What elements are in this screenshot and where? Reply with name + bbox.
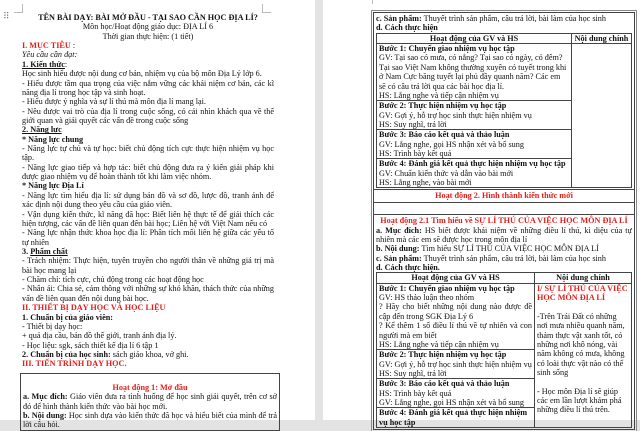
activity-2-1-title: Hoạt động 2.1 Tìm hiểu về SỰ LÍ THÚ CỦA VIỆC HỌC MÔN ĐỊA LÍ <box>380 216 628 226</box>
knowledge-item: Học sinh hiểu được nội dung cơ bản, nhiệm vụ của bộ môn Địa Lý lớp 6. <box>22 69 262 79</box>
margin-corner-mark <box>14 4 23 13</box>
step-title: Bước 1: Chuyển giao nhiệm vụ học tập <box>379 44 515 54</box>
activity-2-1-section <box>374 214 634 429</box>
teacher-prep-item: - Học liệu: sgk, sách thiết kế địa lí 6 tập 1 <box>22 340 159 350</box>
step-line: HS: Suy nghĩ, trả lời <box>379 119 447 129</box>
content-label: b. Nội dung: <box>23 411 67 421</box>
quality-number: 3. <box>22 246 31 256</box>
step-title: Bước 4: Đánh giá kết quả thực hiện nhiệm vụ học tập <box>379 159 566 169</box>
step-line: ? Kể thêm 1 số điều lí thú về tự nhiên và con người mà em biết <box>379 321 532 340</box>
step-line: HS: Trình bày kết quả <box>379 388 452 398</box>
step-title: Bước 2: Thực hiện nhiệm vụ học tập <box>379 101 507 111</box>
quality-item: - Chăm chỉ: tích cực, chủ động trong các hoạt động học <box>22 275 204 285</box>
section-2-heading: II. THIẾT BỊ DẠY HỌC VÀ HỌC LIỆU <box>22 303 166 313</box>
general-competence-item: - Năng lực tự chủ và tự học: biết chủ động tích cực thực hiện nhiệm vụ học tập. <box>22 144 274 163</box>
step-line: GV: Gợi ý, hỗ trợ học sinh thực hiện nhiệm vụ <box>379 110 532 120</box>
content-heading: I/ SỰ LÍ THÚ CỦA VIỆC HỌC MÔN ĐỊA LÍ <box>537 283 628 303</box>
column-header: Hoạt động của GV và HS <box>377 33 572 43</box>
product-text: Thuyết trình sản phẩm, câu trả lời, bài làm của học sinh <box>421 253 606 263</box>
lesson-title: TÊN BÀI DẠY: BÀI MỞ ĐẦU - TẠI SAO CẦN HỌC ĐỊA LÍ? <box>38 13 258 22</box>
content-text: Học sinh dựa vào kiến thức đã học và hiểu biết của mình để trả lời câu hỏi. <box>23 411 277 430</box>
step-line: GV: HS thảo luận theo nhóm <box>379 293 475 303</box>
step-line: GV: Chuẩn kiến thức và dẫn vào bài mới <box>379 168 514 178</box>
step-line: HS: Lắng nghe và tiếp cận nhiệm vụ <box>379 339 499 349</box>
table-row <box>377 44 632 101</box>
colon: : <box>64 59 68 69</box>
geo-competence-item: - Vận dụng kiến thức, kĩ năng đã học: Biết liên hệ thực tế để giải thích các hiện tượng, các vấn đề liên quan đến bài học; Liên hệ với Việt Nam nếu có <box>22 209 274 228</box>
product-label: c. Sản phẩm: <box>376 14 422 23</box>
content-label: b. Nội dung: <box>376 244 420 254</box>
quality-heading: Phẩm chất <box>30 246 68 256</box>
general-competence-item: - Năng lực giao tiếp và hợp tác: biết chủ động đưa ra ý kiến giải pháp khi được giao nhiệm vụ để hoàn thành tốt khi làm việc nhóm. <box>22 162 274 182</box>
step-title: Bước 3: Báo cáo kết quả và thảo luận <box>379 379 510 389</box>
section-3-heading: III. TIẾN TRÌNH DẠY HỌC. <box>22 359 127 369</box>
teacher-prep-heading: 1. Chuẩn bị của giáo viên: <box>22 312 113 322</box>
activity-2-1-steps-table <box>376 272 632 428</box>
activity-1-continued <box>374 13 634 189</box>
activity-1-title: Hoạt động 1: Mở đầu <box>112 383 188 393</box>
activity-table-frame <box>373 12 635 430</box>
purpose-label: a. Mục đích: <box>23 392 68 402</box>
geo-competence-item: - Năng lực nhận thức khoa học địa lí: Phân tích mối liên hệ giữa các yếu tố tự nhiên <box>22 228 274 247</box>
content-paragraph: - Học môn Địa lí sẽ giúp các em lần lượt khám phá những điều lí thú trên. <box>537 386 622 415</box>
main-content-cell <box>535 283 632 427</box>
teacher-prep-item: + quả địa cầu, bản đồ thế giới, tranh ảnh địa lý. <box>22 331 177 341</box>
duration-line: Thời gian thực hiện: (1 tiết) <box>102 31 194 41</box>
step-line: HS: Trình bày kết quả <box>379 149 452 159</box>
knowledge-item: - Hiểu được ý nghĩa và sự lí thú mà môn địa lí mang lại. <box>22 97 206 107</box>
column-header: Hoạt động của GV và HS <box>377 273 535 283</box>
step-line: GV: Tại sao có mưa, có nắng? Tại sao có ngày, có đêm? Tại sao Việt Nam không thường xuyên có tuyết trong khi ở Nam Cực băng tuyết lại phủ đầy quanh năm? Các em sẽ có câu trả lời qua các bài học địa lí. <box>379 53 567 91</box>
method-label: d. Cách thực hiện <box>376 23 438 33</box>
competence-heading: 2. Năng lực <box>22 125 62 135</box>
requirement-label: Yêu cầu cần đạt: <box>22 50 78 60</box>
teacher-prep-item: - Thiết bị dạy học: <box>22 321 83 331</box>
column-header: Nội dung chính <box>535 273 632 283</box>
step-line: HS: Lắng nghe, vào bài mới <box>379 178 472 188</box>
column-header: Nội dung chính <box>572 33 632 43</box>
step-title: Bước 2: Thực hiện nhiệm vụ học tập <box>379 350 507 360</box>
purpose-text: HS biết được khái niệm về những điều lí thú, kì diệu của tự nhiên mà các em sẽ được học trong môn địa lí <box>376 225 632 244</box>
geo-competence-heading: * Năng lực Địa Lí <box>22 181 84 191</box>
product-text: Thuyết trình sản phẩm, câu trả lời, bài làm của học sinh <box>421 14 606 23</box>
product-label: c. Sản phẩm: <box>376 253 422 263</box>
purpose-label: a. Mục đích: <box>376 225 422 235</box>
step-line: HS: Suy nghĩ, trả lời <box>379 368 447 378</box>
step-line: ? Hãy cho biết những nội dung nào được đề cập đến trong SGK Địa Lý 6 <box>379 302 532 321</box>
content-paragraph: -Trên Trái Đất có những nơi mưa nhiều quanh năm, thảm thực vật xanh tốt, có những nơi khô nóng, vài năm không có mưa, không có loài thực vật nào có thể sinh sống <box>537 311 625 377</box>
blank-row <box>374 202 634 214</box>
margin-corner-mark <box>262 4 271 13</box>
step-line: GV: Lắng nghe, gọi HS nhận xét và bổ sung <box>379 139 524 149</box>
main-content-cell <box>572 44 632 188</box>
margin-corner-mark <box>364 0 373 4</box>
knowledge-item: - Hiểu được tầm qua trọng của việc nắm vững các khái niệm cơ bản, các kĩ năng địa lí trong học tập và sinh hoạt. <box>22 78 274 97</box>
step-title: Bước 1: Chuyển giao nhiệm vụ học tập <box>379 283 515 293</box>
quality-item: - Nhân ái: Chia sẻ, cảm thông với những sự khó khăn, thách thức của những vấn đề liên quan đến nội dung bài học. <box>22 284 274 303</box>
step-title: Bước 3: Báo cáo kết quả và thảo luận <box>379 130 510 140</box>
document-page-1 <box>0 0 315 430</box>
table-row <box>377 283 632 350</box>
page-1-body <box>22 13 277 431</box>
colon: : <box>70 41 76 51</box>
student-prep-text: sách giáo khoa, vở ghi. <box>110 349 189 359</box>
knowledge-heading: 1. Kiến thức <box>22 59 65 69</box>
step-line: HS: Lắng nghe và tiếp cận nhiệm vụ <box>379 90 499 100</box>
drag-handle-icon[interactable]: ⠿ <box>3 11 10 21</box>
general-competence-heading: * Năng lực chung <box>22 134 84 144</box>
subject-line: Môn học/Hoạt động giáo dục: ĐỊA LÍ 6 <box>82 22 214 32</box>
step-line: GV: Gợi ý, hỗ trợ học sinh thực hiện nhiệm vụ <box>379 359 532 369</box>
activity-1-box <box>20 373 280 431</box>
content-text: Tìm hiểu SỰ LÍ THÚ CỦA VIỆC HỌC MÔN ĐỊA LÍ <box>419 244 599 254</box>
activity-2-title: Hoạt động 2. Hình thành kiến thức mới <box>374 189 634 201</box>
purpose-text: Giáo viên đưa ra tình huống để học sinh giải quyết, trên cơ sở đó để hình thành kiến thức vào bài học mới. <box>23 392 277 411</box>
method-label: d. Cách thực hiện. <box>376 262 440 272</box>
document-page-2 <box>323 0 640 427</box>
knowledge-item: - Nêu được vai trò của địa lí trong cuộc sống, có cái nhìn khách qua về thế giới quan và giải quyết các vấn đề trong cuộc sống <box>22 106 274 125</box>
step-title: Bước 4: Đánh giá kết quả thực hiện nhiệm vụ học tập <box>379 408 528 427</box>
section-1-heading: I. MỤC TIÊU <box>22 41 71 51</box>
quality-item: - Trách nhiệm: Thực hiện, tuyên truyền cho người thân về những giá trị mà bài học mang lại <box>22 256 274 275</box>
student-prep-heading: 2. Chuẩn bị của học sinh: <box>22 349 111 359</box>
activity-1-steps-table <box>376 33 632 189</box>
geo-competence-item: - Năng lực tìm hiểu địa lí: sử dụng bản đồ và sơ đồ, lược đồ, tranh ảnh để xác định nội dung theo yêu cầu của giáo viên. <box>22 190 274 210</box>
step-line: GV: Lắng nghe, gọi HS nhận xét và bổ sung <box>379 398 524 408</box>
